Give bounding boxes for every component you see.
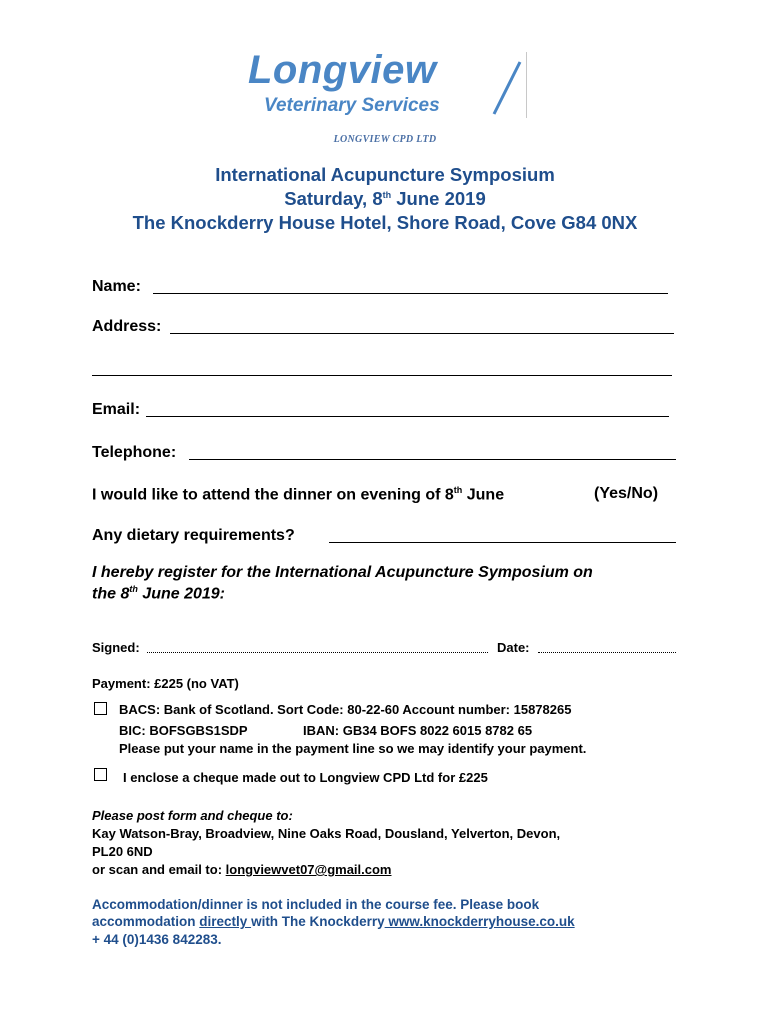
dinner-question: I would like to attend the dinner on evening of 8th June — [92, 485, 505, 504]
dietary-field[interactable] — [329, 542, 676, 543]
register-statement-line1: I hereby register for the International Acupuncture Symposium on — [92, 564, 593, 581]
logo-brand: Longview — [248, 48, 437, 92]
date-label: Date: — [497, 640, 530, 655]
date-field[interactable] — [538, 652, 676, 653]
signed-label: Signed: — [92, 640, 140, 655]
name-field[interactable] — [153, 293, 668, 294]
event-date: Saturday, 8th June 2019 — [284, 188, 486, 209]
accommodation-line1: Accommodation/dinner is not included in the course fee. Please book — [92, 897, 540, 912]
directly-link[interactable]: directly — [199, 914, 252, 929]
iban-code: IBAN: GB34 BOFS 8022 6015 8782 65 — [303, 723, 533, 738]
bacs-checkbox[interactable] — [94, 702, 107, 715]
accommodation-line2: accommodation directly with The Knockderry www.knockderryhouse.co.uk — [92, 914, 575, 929]
payment-reference-note: Please put your name in the payment line so we may identify your payment. — [119, 741, 587, 756]
email-label: Email: — [92, 401, 141, 418]
address-field-line1[interactable] — [170, 333, 674, 334]
dietary-label: Any dietary requirements? — [92, 527, 295, 544]
hotel-phone: + 44 (0)1436 842283. — [92, 932, 222, 947]
payment-heading: Payment: £225 (no VAT) — [92, 676, 239, 691]
postal-address-line1: Kay Watson-Bray, Broadview, Nine Oaks Road, Dousland, Yelverton, Devon, — [92, 826, 561, 841]
cheque-checkbox[interactable] — [94, 768, 107, 781]
address-label: Address: — [92, 318, 162, 335]
postal-heading: Please post form and cheque to: — [92, 808, 293, 823]
contact-email-link[interactable]: longviewvet07@gmail.com — [225, 862, 392, 877]
name-label: Name: — [92, 278, 141, 295]
register-statement-line2: the 8th June 2019: — [92, 584, 225, 603]
signature-field[interactable] — [147, 652, 488, 653]
hotel-website-link[interactable]: www.knockderryhouse.co.uk — [384, 914, 575, 929]
logo-slash-icon — [490, 58, 524, 118]
bic-code: BIC: BOFSGBS1SDP — [119, 723, 248, 738]
event-title: International Acupuncture Symposium — [215, 164, 555, 185]
cheque-statement: I enclose a cheque made out to Longview CPD Ltd for £225 — [123, 770, 488, 785]
event-venue: The Knockderry House Hotel, Shore Road, Cove G84 0NX — [132, 212, 638, 233]
bacs-details: BACS: Bank of Scotland. Sort Code: 80-22-60 Account number: 15878265 — [119, 702, 572, 717]
email-field[interactable] — [146, 416, 669, 417]
logo-tagline: Veterinary Services — [264, 95, 440, 116]
address-field-line2[interactable] — [92, 375, 672, 376]
company-name: LONGVIEW CPD LTD — [333, 134, 437, 145]
email-instruction: or scan and email to: longviewvet07@gmail.com — [92, 862, 392, 877]
logo-divider — [526, 52, 527, 118]
telephone-label: Telephone: — [92, 444, 177, 461]
postal-address-line2: PL20 6ND — [92, 844, 153, 859]
dinner-options[interactable]: (Yes/No) — [594, 485, 659, 502]
telephone-field[interactable] — [189, 459, 676, 460]
